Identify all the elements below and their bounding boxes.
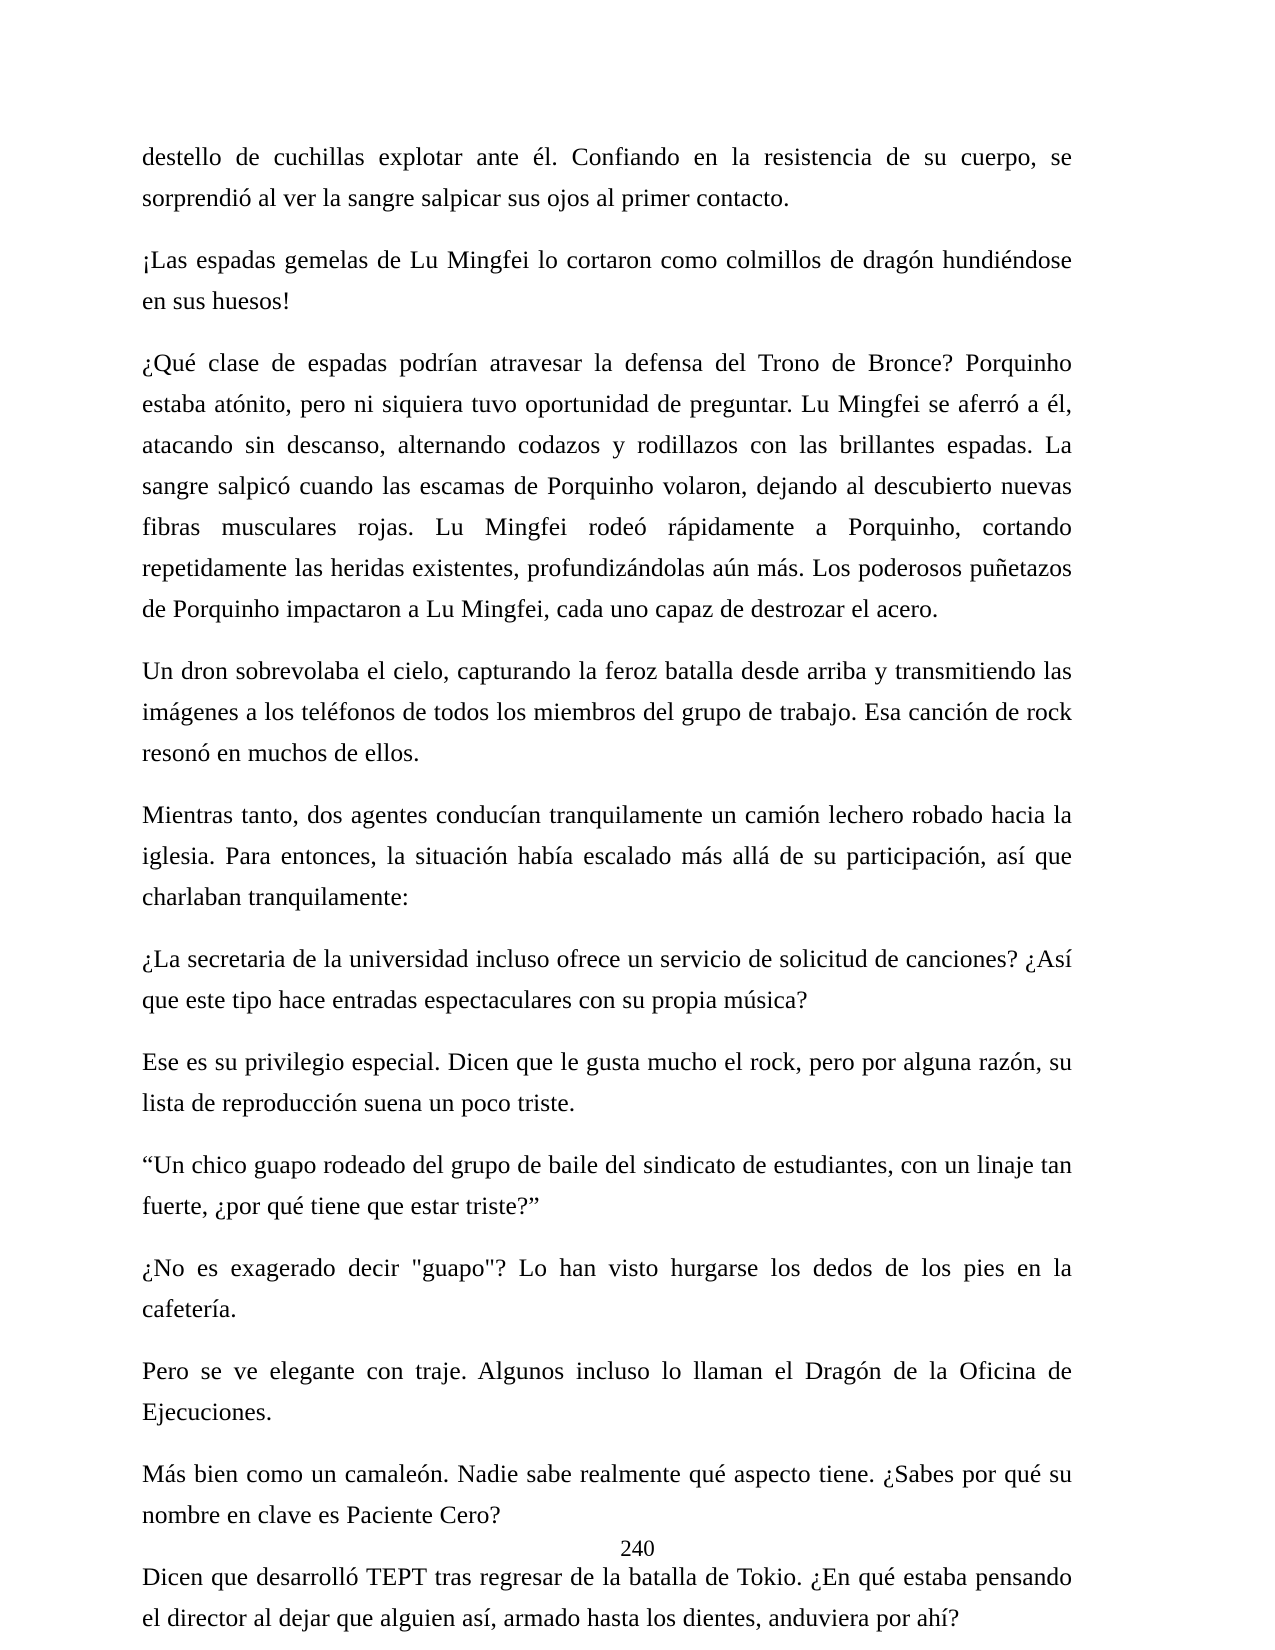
paragraph: ¡Las espadas gemelas de Lu Mingfei lo cortaron como colmillos de dragón hundiéndose en sus huesos! <box>142 245 1072 315</box>
paragraph: “Un chico guapo rodeado del grupo de baile del sindicato de estudiantes, con un linaje tan fuerte, ¿por qué tiene que estar triste?” <box>142 1150 1072 1220</box>
paragraph: ¿No es exagerado decir "guapo"? Lo han visto hurgarse los dedos de los pies en la cafetería. <box>142 1253 1072 1323</box>
paragraph: Ese es su privilegio especial. Dicen que le gusta mucho el rock, pero por alguna razón, su lista de reproducción suena un poco triste. <box>142 1047 1072 1117</box>
page-number: 240 <box>620 1536 655 1561</box>
paragraph: Un dron sobrevolaba el cielo, capturando la feroz batalla desde arriba y transmitiendo las imágenes a los teléfonos de todos los miembros del grupo de trabajo. Esa canción de rock resonó en muchos de ellos. <box>142 656 1072 767</box>
paragraph: Más bien como un camaleón. Nadie sabe realmente qué aspecto tiene. ¿Sabes por qué su nombre en clave es Paciente Cero? <box>142 1459 1072 1529</box>
paragraph: ¿La secretaria de la universidad incluso ofrece un servicio de solicitud de canciones? ¿Así que este tipo hace entradas espectaculares con su propia música? <box>142 944 1072 1014</box>
paragraph: Pero se ve elegante con traje. Algunos incluso lo llaman el Dragón de la Oficina de Ejecuciones. <box>142 1356 1072 1426</box>
paragraph: ¿Qué clase de espadas podrían atravesar la defensa del Trono de Bronce? Porquinho estaba atónito, pero ni siquiera tuvo oportunidad de preguntar. Lu Mingfei se aferró a él, atacando sin descanso, alternando codazos y rodillazos con las brillantes espadas. La sangre salpicó cuando las escamas de Porquinho volaron, dejando al descubierto nuevas fibras musculares rojas. Lu Mingfei rodeó rápidamente a Porquinho, cortando repetidamente las heridas existentes, profundizándolas aún más. Los poderosos puñetazos de Porquinho impactaron a Lu Mingfei, cada uno capaz de destrozar el acero. <box>142 348 1072 623</box>
paragraph: destello de cuchillas explotar ante él. Confiando en la resistencia de su cuerpo, se sorprendió al ver la sangre salpicar sus ojos al primer contacto. <box>142 142 1072 212</box>
paragraph: Mientras tanto, dos agentes conducían tranquilamente un camión lechero robado hacia la iglesia. Para entonces, la situación había escalado más allá de su participación, así que charlaban tranquilamente: <box>142 800 1072 911</box>
body-text-column <box>142 136 1072 1638</box>
paragraph: Dicen que desarrolló TEPT tras regresar de la batalla de Tokio. ¿En qué estaba pensando el director al dejar que alguien así, armado hasta los dientes, anduviera por ahí? <box>142 1562 1072 1632</box>
